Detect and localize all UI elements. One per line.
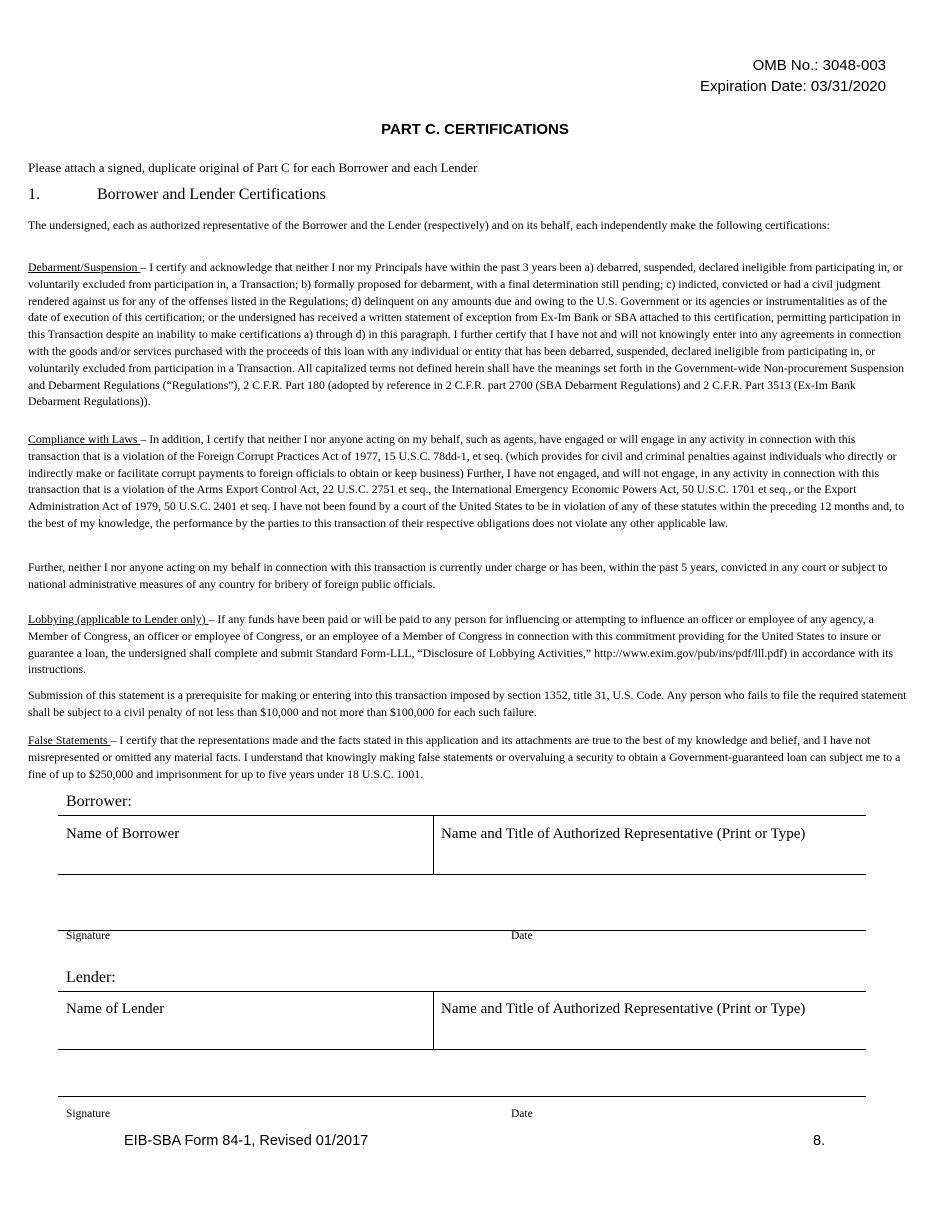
borrower-label: Borrower: xyxy=(66,793,132,810)
footer-form-id: EIB-SBA Form 84-1, Revised 01/2017 xyxy=(124,1133,369,1149)
debarment-paragraph xyxy=(28,259,908,410)
lobbying-paragraph xyxy=(28,611,908,678)
further-paragraph xyxy=(28,559,908,593)
section-number: 1. xyxy=(28,186,40,203)
name-of-borrower-field[interactable]: Name of Borrower xyxy=(66,826,180,842)
footer-page-number: 8. xyxy=(813,1133,826,1149)
intro-paragraph xyxy=(28,217,908,234)
borrower-signature-label: Signature xyxy=(66,930,111,942)
omb-header xyxy=(700,55,886,97)
compliance-text: – In addition, I certify that neither I nor anyone acting on my behalf, such as agents, have engaged or will engage in any activity in connection with this transaction that is a violation of the Foreign Corrupt Practices Act of 1977, 15 U.S.C. 78dd-1, et seq. (which provides for civil and criminal penalties against individuals who directly or indirectly make or facilitate corrupt payments to foreign officials to obtain or keep business) Further, I have not engaged, and will not engage, in any activity in connection with this transaction that is a violation of the Arms Export Control Act, 22 U.S.C. 2751 et seq., the International Emergency Economic Powers Act, 50 U.S.C. 1701 et seq., or the Export Administration Act of 1979, 50 U.S.C. 2401 et seq. I have not been found by a court of the United States to be in violation of any of these statutes within the preceding 12 months and, to the best of my knowledge, the performance by the parties to this transaction of their respective obligations does not violate any other applicable law. xyxy=(28,432,905,530)
submission-paragraph xyxy=(28,687,908,721)
borrower-representative-field[interactable]: Name and Title of Authorized Representative (Print or Type) xyxy=(441,826,806,842)
lender-date-label: Date xyxy=(511,1108,533,1120)
false-statements-heading: False Statements xyxy=(28,733,111,747)
debarment-heading: Debarment/Suspension xyxy=(28,260,141,274)
attach-instruction: Please attach a signed, duplicate original of Part C for each Borrower and each Lender xyxy=(28,160,478,175)
submission-text: Submission of this statement is a prerequisite for making or entering into this transaction imposed by section 1352, title 31, U.S. Code. Any person who fails to file the required statement shall be subject to a civil penalty of not less than $10,000 and not more than $100,000 for each such failure. xyxy=(28,688,907,719)
compliance-paragraph xyxy=(28,431,908,532)
lender-signature-label: Signature xyxy=(66,1108,111,1120)
omb-number: OMB No.: 3048-003 xyxy=(752,57,886,74)
intro-text: The undersigned, each as authorized representative of the Borrower and the Lender (respectively) and on its behalf, each independently make the following certifications: xyxy=(28,218,830,232)
debarment-text: – I certify and acknowledge that neither I nor my Principals have within the past 3 years been a) debarred, suspended, declared ineligible from participating in, or voluntarily excluded from participation in, a Transaction; b) formally proposed for debarment, with a final determination still pending; c) indicted, convicted or had a civil judgment rendered against us for any of the offenses listed in the Regulations; d) delinquent on any amounts due and owing to the U.S. Government or its agencies or instrumentalities as of the date of execution of this certification; or the undersigned has received a written statement of exception from Ex-Im Bank or SBA attached to this certification, permitting participation in this Transaction despite an inability to make certifications a) through d) in this paragraph. I further certify that I have not and will not knowingly enter into any agreements in connection with the goods and/or services purchased with the proceeds of this loan with any individual or entity that has been debarred, suspended, declared ineligible from participating in, or voluntarily excluded from participation in a Transaction. All capitalized terms not defined herein shall have the meanings set forth in the Government-wide Non-procurement Suspension and Debarment Regulations (“Regulations”), 2 C.F.R. Part 180 (adopted by reference in 2 C.F.R. part 2700 (SBA Debarment Regulations) and 2 C.F.R. Part 3513 (Ex-Im Bank Debarment Regulations)). xyxy=(28,260,905,409)
name-of-lender-field[interactable]: Name of Lender xyxy=(66,1001,165,1017)
lender-representative-field[interactable]: Name and Title of Authorized Representative (Print or Type) xyxy=(441,1001,806,1017)
lobbying-text: – If any funds have been paid or will be paid to any person for influencing or attempting to influence an officer or employee of any agency, a Member of Congress, an officer or employee of Congress, or an employee of a Member of Congress in connection with this commitment providing for the United States to insure or guarantee a loan, the undersigned shall complete and submit Standard Form-LLL, “Disclosure of Lobbying Activities,” http://www.exim.gov/pub/ins/pdf/lll.pdf) in accordance with its instructions. xyxy=(28,612,894,677)
section-title: Borrower and Lender Certifications xyxy=(97,186,326,203)
lender-label: Lender: xyxy=(66,969,116,986)
lender-divider xyxy=(433,991,434,1049)
borrower-signature-line[interactable] xyxy=(58,930,866,931)
borrower-row-bottom-line xyxy=(58,874,866,875)
false-statements-text: – I certify that the representations made and the facts stated in this application and its attachments are true to the best of my knowledge and belief, and I have not misrepresented or omitted any material facts. I understand that knowingly making false statements or overvaluing a security to obtain a Government-guaranteed loan can subject me to a fine of up to $250,000 and imprisonment for up to five years under 18 U.S.C. 1001. xyxy=(28,733,901,781)
further-text: Further, neither I nor anyone acting on my behalf in connection with this transaction is currently under charge or has been, within the past 5 years, convicted in any court or subject to national administrative measures of any country for bribery of foreign public officials. xyxy=(28,560,888,591)
compliance-heading: Compliance with Laws xyxy=(28,432,141,446)
borrower-top-line xyxy=(58,815,866,816)
false-statements-paragraph xyxy=(28,732,908,782)
lender-row-bottom-line xyxy=(58,1049,866,1050)
expiration-date: Expiration Date: 03/31/2020 xyxy=(700,78,886,95)
lender-signature-line[interactable] xyxy=(58,1096,866,1097)
page-title: PART C. CERTIFICATIONS xyxy=(381,121,569,138)
lender-top-line xyxy=(58,991,866,992)
borrower-divider xyxy=(433,815,434,874)
borrower-date-label: Date xyxy=(511,930,533,942)
lobbying-heading: Lobbying (applicable to Lender only) xyxy=(28,612,209,626)
